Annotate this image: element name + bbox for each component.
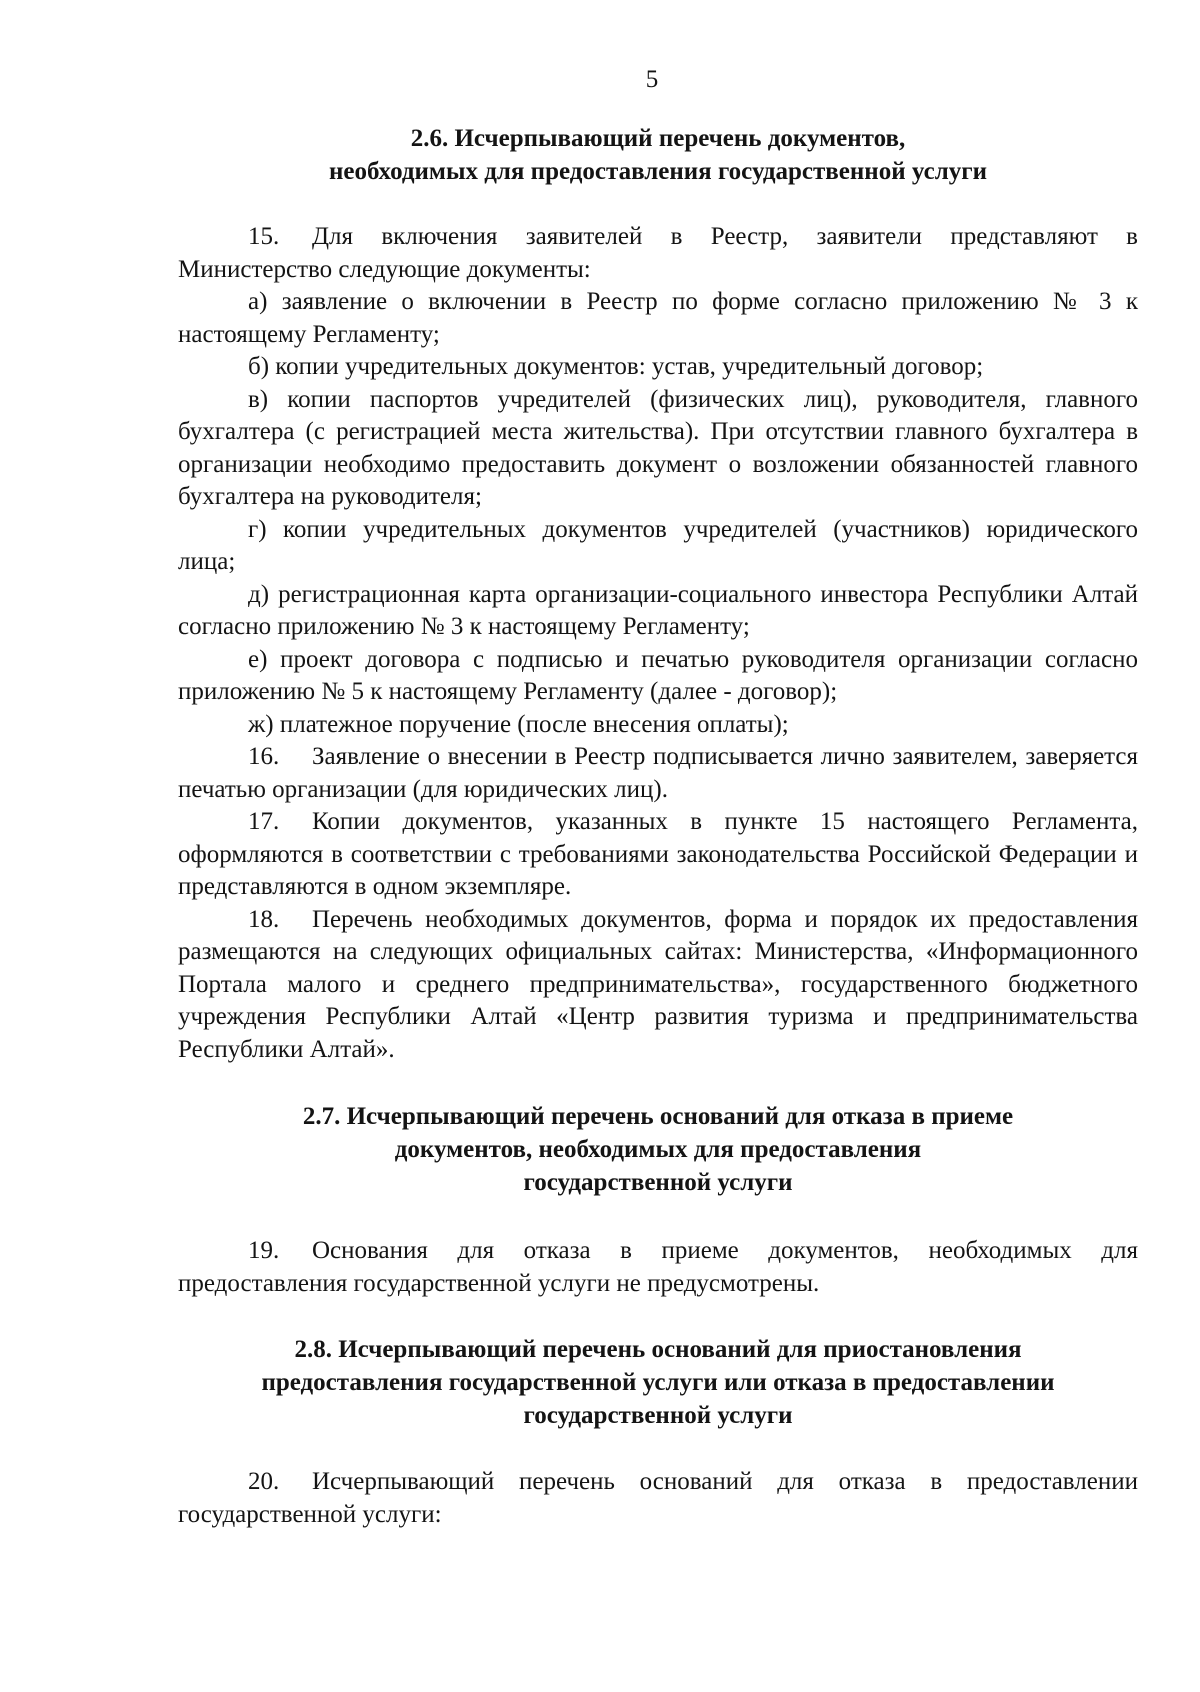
- paragraph-17: [178, 806, 1138, 904]
- list-item-b: б) копии учредительных документов: устав, учредительный договор;: [248, 353, 984, 380]
- paragraph-text: Для включения заявителей в Реестр, заявители представляют в Министерство следующие документы:: [178, 223, 1138, 283]
- heading-line: предоставления государственной услуги или отказа в предоставлении: [261, 1369, 1055, 1396]
- heading-line: государственной услуги: [523, 1169, 793, 1196]
- paragraph-18: [178, 904, 1138, 1067]
- heading-line: документов, необходимых для предоставления: [394, 1136, 922, 1163]
- list-item-v: в) копии паспортов учредителей (физических лиц), руководителя, главного бухгалтера (с регистрацией места жительства). При отсутствии главного бухгалтера в организации необходимо предоставить документ о возложении обязанностей главного бухгалтера на руководителя;: [178, 385, 1138, 510]
- paragraph-text: Основания для отказа в приеме документов, необходимых для предоставления государственной услуги не предусмотрены.: [178, 1237, 1138, 1297]
- paragraph-16: [178, 741, 1138, 806]
- heading-line: 2.8. Исчерпывающий перечень оснований для приостановления: [294, 1336, 1022, 1363]
- list-item-a: а) заявление о включении в Реестр по форме согласно приложению № 3 к настоящему Регламенту;: [178, 288, 1138, 348]
- heading-line: необходимых для предоставления государственной услуги: [329, 158, 987, 185]
- page-number: 5: [645, 66, 659, 93]
- paragraph-number: 15.: [248, 223, 280, 250]
- section-heading-2-8: [178, 1333, 1138, 1432]
- heading-line: 2.6. Исчерпывающий перечень документов,: [410, 125, 906, 152]
- section-heading-2-6: [178, 122, 1138, 188]
- paragraph-20: [178, 1466, 1138, 1531]
- list-item-d: д) регистрационная карта организации-социального инвестора Республики Алтай согласно приложению № 3 к настоящему Регламенту;: [178, 580, 1138, 640]
- heading-line: государственной услуги: [523, 1402, 793, 1429]
- section-heading-2-7: [178, 1100, 1138, 1199]
- paragraph-number: 18.: [248, 905, 280, 933]
- paragraph-text: Исчерпывающий перечень оснований для отказа в предоставлении государственной услуги:: [178, 1468, 1138, 1528]
- heading-line: 2.7. Исчерпывающий перечень оснований для отказа в приеме: [302, 1103, 1014, 1130]
- paragraph-text: Копии документов, указанных в пункте 15 настоящего Регламента, оформляются в соответствии с требованиями законодательства Российской Федерации и представляются в одном экземпляре.: [178, 808, 1138, 900]
- paragraph-text: Перечень необходимых документов, форма и порядок их предоставления размещаются на следующих официальных сайтах: Министерства, «Информационного Портала малого и среднего предпринимательства», государственного бюджетного учреждения Республики Алтай «Центр развития туризма и предпринимательства Республики Алтай».: [178, 905, 1138, 1063]
- paragraph-number: 17.: [248, 808, 280, 835]
- paragraph-text: Заявление о внесении в Реестр подписывается лично заявителем, заверяется печатью организации (для юридических лиц).: [178, 743, 1138, 803]
- paragraph-15: [178, 221, 1138, 286]
- paragraph-number: 16.: [248, 743, 280, 770]
- paragraph-number: 20.: [248, 1468, 280, 1495]
- list-item-zh: ж) платежное поручение (после внесения оплаты);: [248, 710, 789, 738]
- list-item-e: е) проект договора с подписью и печатью руководителя организации согласно приложению № 5 к настоящему Регламенту (далее - договор);: [178, 645, 1138, 705]
- paragraph-number: 19.: [248, 1237, 280, 1264]
- list-item-g: г) копии учредительных документов учредителей (участников) юридического лица;: [178, 515, 1138, 575]
- page-content: [178, 122, 1138, 1531]
- paragraph-19: [178, 1235, 1138, 1300]
